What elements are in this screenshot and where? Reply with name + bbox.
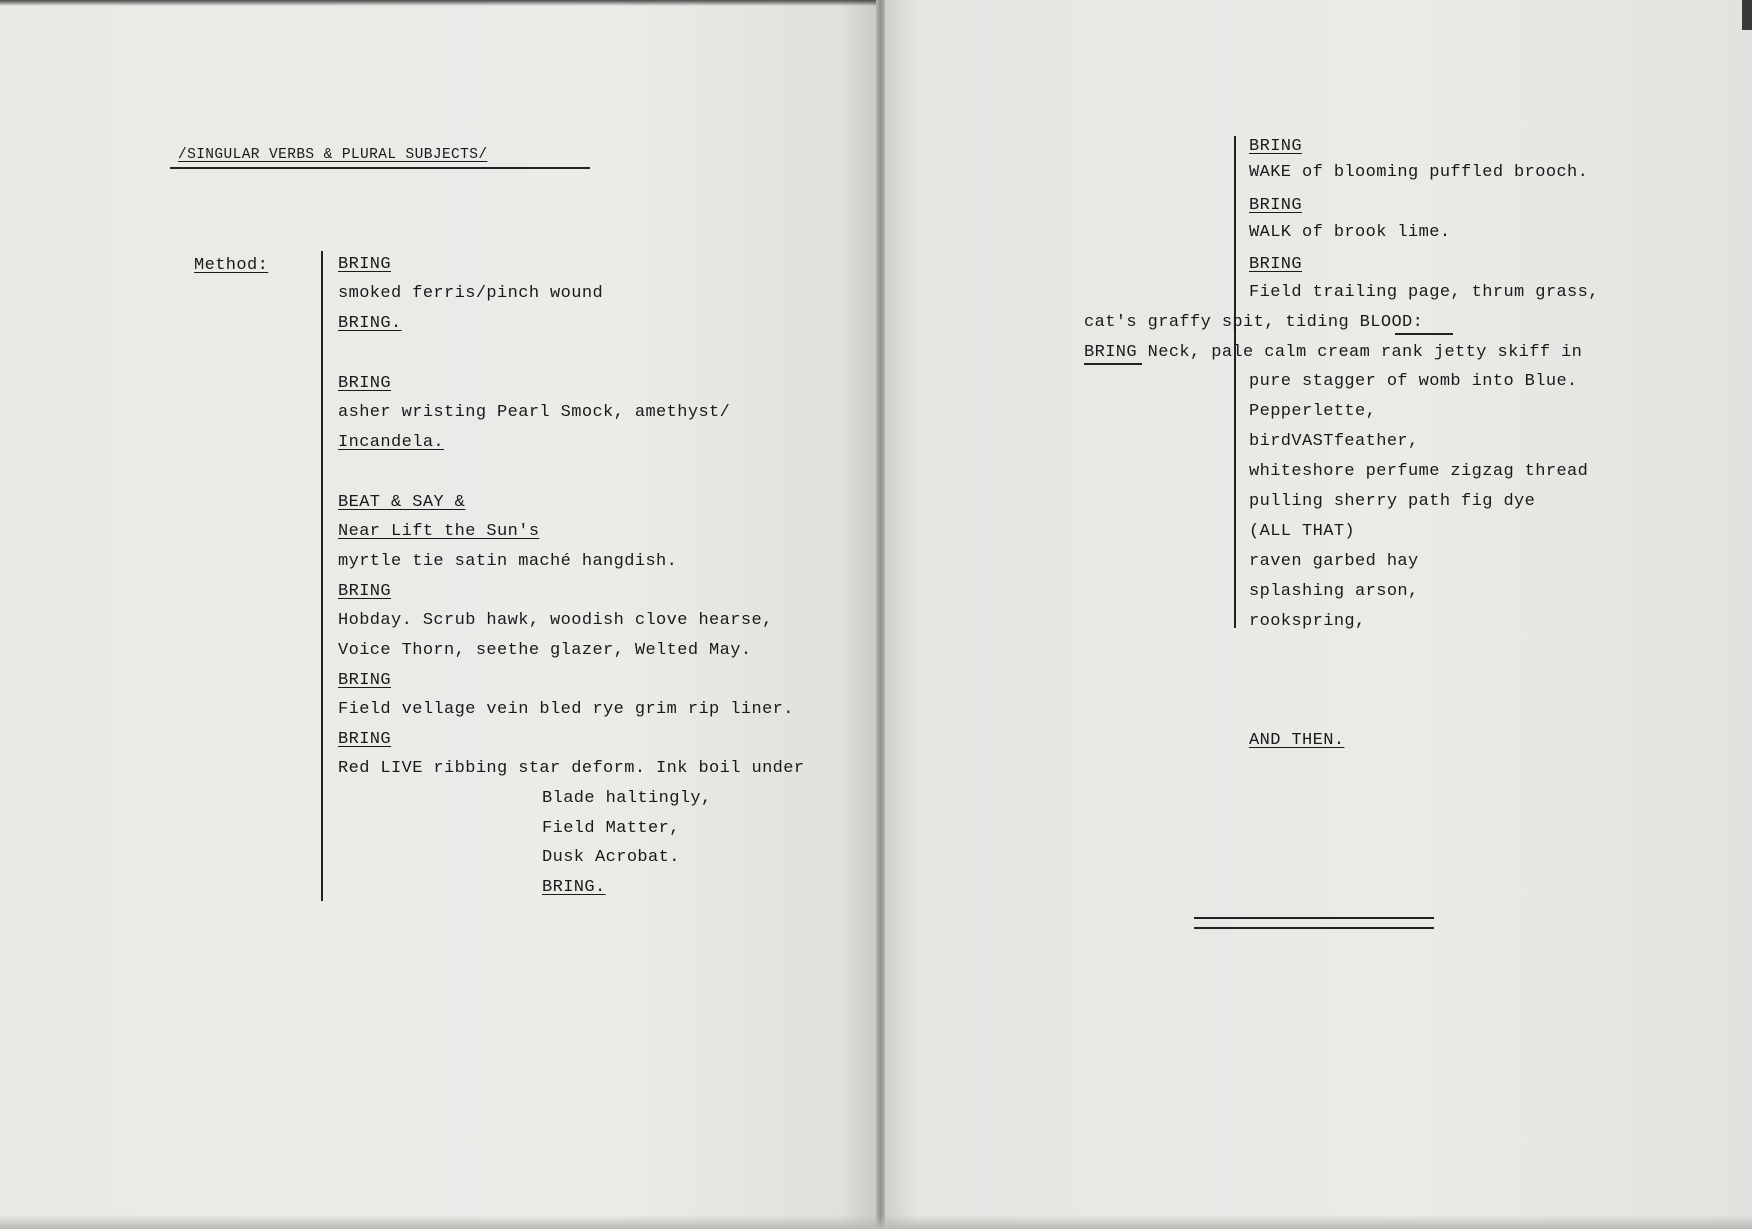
method-label: Method:	[194, 256, 269, 275]
text-line: pure stagger of womb into Blue.	[1249, 372, 1578, 391]
closing-rule-top	[1194, 917, 1434, 919]
text-line: birdVASTfeather,	[1249, 432, 1419, 451]
page-bottom-shadow	[0, 1215, 1752, 1229]
text-line: BRING.	[542, 878, 606, 897]
blood-underline	[1395, 333, 1453, 335]
closing-rule-bottom	[1194, 927, 1434, 929]
text-line: Near Lift the Sun's	[338, 522, 540, 541]
text-line: Incandela.	[338, 433, 445, 452]
text-line: Voice Thorn, seethe glazer, Welted May.	[338, 641, 752, 660]
text-line: BRING	[338, 671, 392, 690]
text-line: BRING	[338, 582, 392, 601]
text-line: AND THEN.	[1249, 731, 1345, 750]
text-line: BRING	[1249, 255, 1303, 274]
text-line: Blade haltingly,	[542, 789, 712, 808]
page-heading: /SINGULAR VERBS & PLURAL SUBJECTS/	[178, 147, 488, 163]
text-line: Field trailing page, thrum grass,	[1249, 283, 1599, 302]
text-line: WAKE of blooming puffled brooch.	[1249, 163, 1589, 182]
text-line: Hobday. Scrub hawk, woodish clove hearse,	[338, 611, 773, 630]
text-line: WALK of brook lime.	[1249, 223, 1451, 242]
text-line: Pepperlette,	[1249, 402, 1377, 421]
left-bracket-line	[321, 251, 323, 901]
text-line: BEAT & SAY &	[338, 493, 466, 512]
text-line: Field vellage vein bled rye grim rip liner.	[338, 700, 794, 719]
text-line: asher wristing Pearl Smock, amethyst/	[338, 403, 731, 422]
book-gutter	[876, 0, 885, 1229]
text-line: Dusk Acrobat.	[542, 848, 680, 867]
text-line: BRING.	[338, 314, 402, 333]
text-line: raven garbed hay	[1249, 552, 1419, 571]
text-line: smoked ferris/pinch wound	[338, 284, 604, 303]
text-line: BRING	[1249, 137, 1303, 156]
text-line: myrtle tie satin maché hangdish.	[338, 552, 678, 571]
text-line: BRING	[1249, 196, 1303, 215]
text-line: BRING Neck, pale calm cream rank jetty skiff in	[1084, 343, 1583, 362]
text-line: Red LIVE ribbing star deform. Ink boil under	[338, 759, 805, 778]
text-line: BRING	[338, 374, 392, 393]
right-bracket-line	[1234, 136, 1236, 628]
text-line: whiteshore perfume zigzag thread	[1249, 462, 1589, 481]
bring-underline	[1084, 363, 1142, 365]
text-line: (ALL THAT)	[1249, 522, 1356, 541]
heading-rule	[170, 167, 590, 169]
page-top-shadow	[0, 0, 876, 6]
text-line: pulling sherry path fig dye	[1249, 492, 1536, 511]
text-line: BRING	[338, 255, 392, 274]
text-line: BRING	[338, 730, 392, 749]
page-corner-shadow	[1742, 0, 1752, 30]
text-line: cat's graffy spit, tiding BLOOD:	[1084, 313, 1424, 332]
text-line: Field Matter,	[542, 819, 680, 838]
text-line: splashing arson,	[1249, 582, 1419, 601]
right-page	[885, 0, 1752, 1229]
text-line: rookspring,	[1249, 612, 1366, 631]
